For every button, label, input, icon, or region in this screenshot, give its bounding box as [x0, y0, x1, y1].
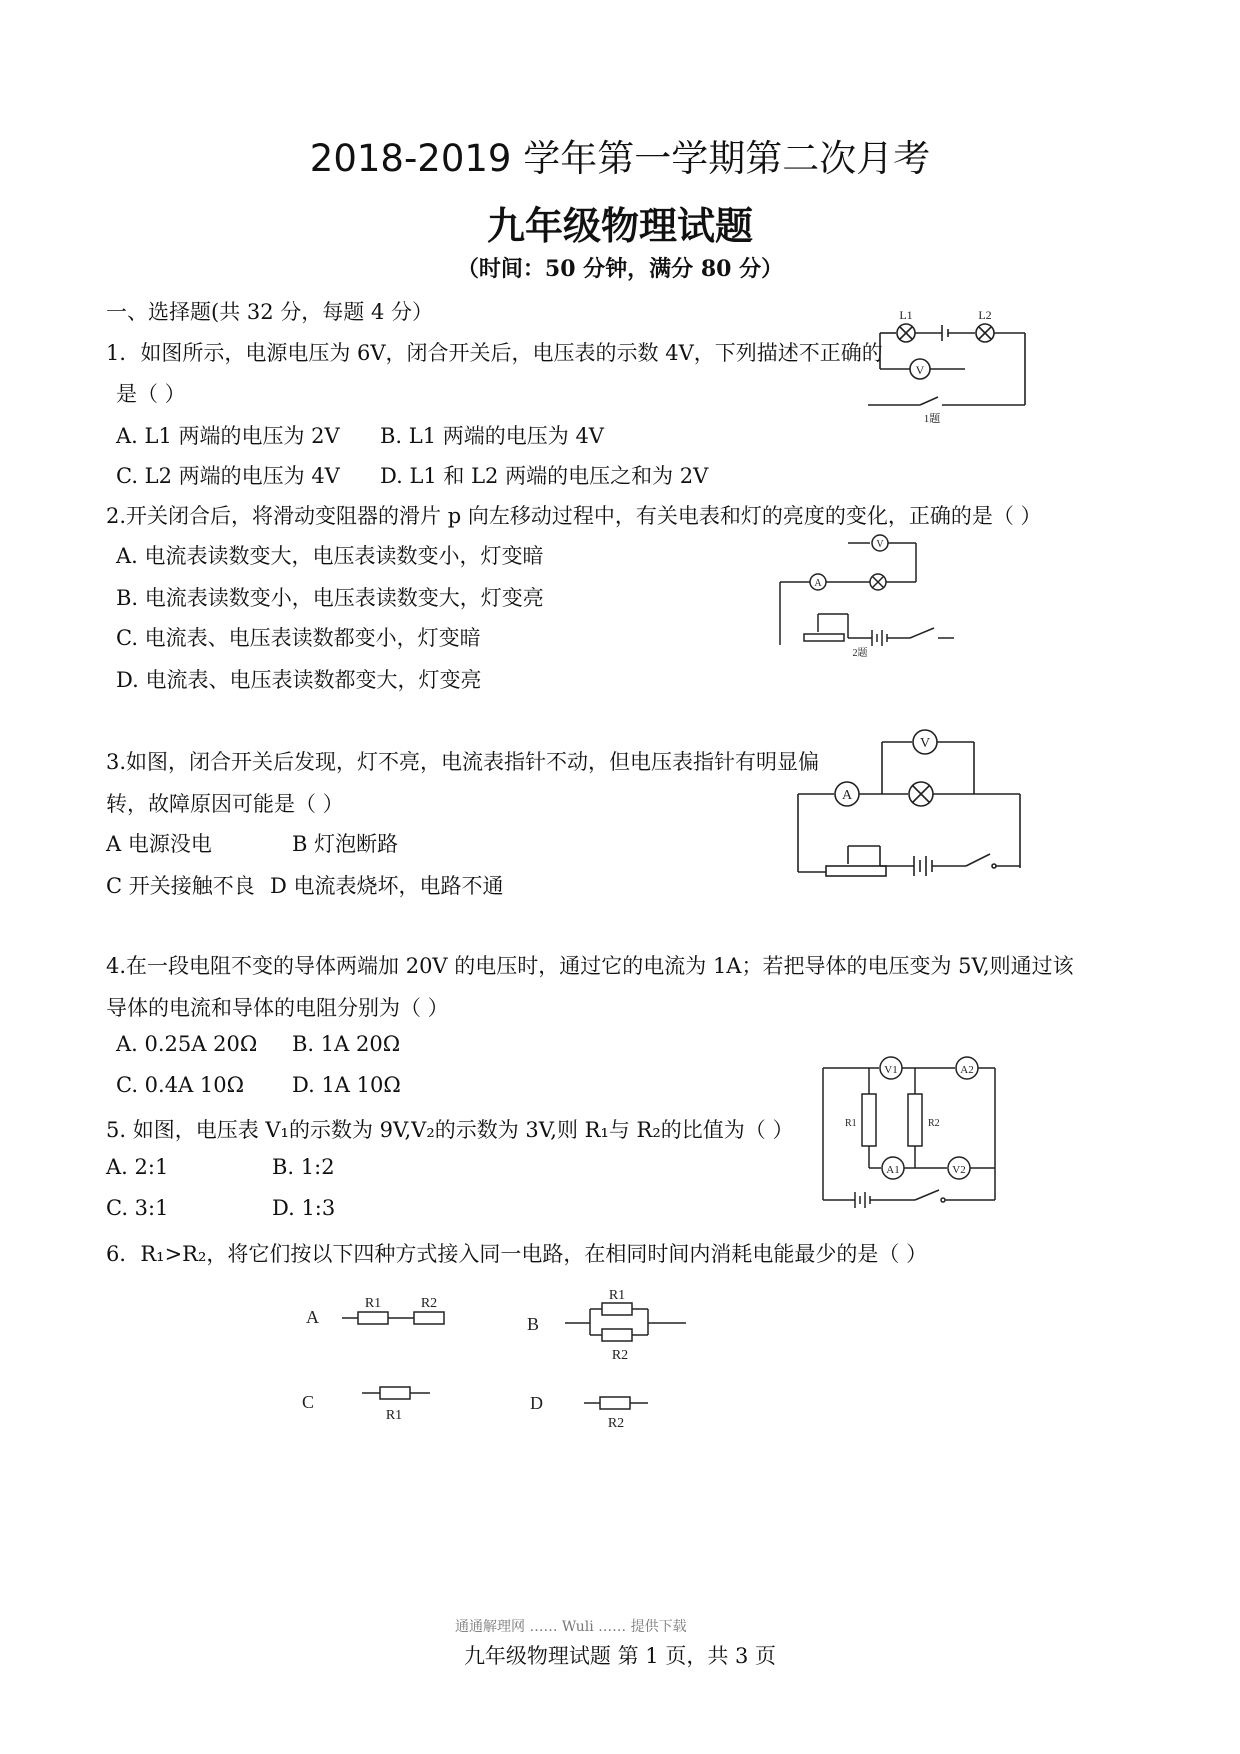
q2-caption: 2题 — [852, 648, 868, 659]
q6-label-b: B — [527, 1314, 540, 1334]
svg-text:V: V — [915, 363, 925, 377]
q1-label-l2: L2 — [978, 308, 992, 322]
q4-option-a: A. 0.25A 20Ω — [116, 1032, 258, 1056]
q5-label-a2: A2 — [960, 1064, 974, 1076]
q1-label-l1: L1 — [899, 308, 913, 322]
exam-info: （时间：50 分钟，满分 80 分） — [456, 256, 784, 282]
q1-option-d: D. L1 和 L2 两端的电压之和为 2V — [380, 464, 709, 488]
q1-stem-line2: 是（ ） — [116, 382, 186, 406]
q6-label-a: A — [306, 1307, 319, 1327]
q1-option-c: C. L2 两端的电压为 4V — [116, 464, 340, 488]
q5-label-a1: A1 — [886, 1164, 900, 1176]
q5-label-r2: R2 — [928, 1118, 940, 1129]
q3-stem-line2: 转，故障原因可能是（ ） — [106, 792, 344, 816]
q5-label-r1: R1 — [845, 1118, 857, 1129]
q3-option-c: C 开关接触不良 — [106, 874, 255, 898]
svg-text:V: V — [876, 539, 884, 550]
section-heading: 一、选择题(共 32 分，每题 4 分） — [106, 300, 433, 324]
q1-option-a: A. L1 两端的电压为 2V — [116, 424, 340, 448]
q6-label-c: C — [302, 1392, 315, 1412]
q6-label-d: D — [530, 1393, 543, 1413]
q1-caption: 1题 — [923, 413, 941, 425]
q5-option-c: C. 3:1 — [106, 1196, 169, 1220]
q6-c-r1-label: R1 — [385, 1408, 403, 1423]
q4-option-b: B. 1A 20Ω — [292, 1032, 401, 1056]
q1-option-b: B. L1 两端的电压为 4V — [380, 424, 604, 448]
q6-d-r2-label: R2 — [607, 1416, 625, 1431]
q5-label-v1: V1 — [884, 1064, 898, 1076]
q4-option-c: C. 0.4A 10Ω — [116, 1073, 245, 1097]
q2-option-d: D. 电流表、电压表读数都变大，灯变亮 — [116, 668, 482, 692]
q6-b-r2-label: R2 — [611, 1348, 629, 1363]
q3-option-d: D 电流表烧坏，电路不通 — [270, 874, 504, 898]
q6-options-diagram — [290, 1285, 720, 1445]
q4-stem-line2: 导体的电流和导体的电阻分别为（ ） — [106, 996, 449, 1020]
q3-circuit-diagram — [790, 728, 1030, 883]
q5-option-b: B. 1:2 — [272, 1155, 335, 1179]
q5-label-v2: V2 — [952, 1164, 966, 1176]
q6-b-r1-label: R1 — [608, 1288, 626, 1303]
exam-subtitle: 九年级物理试题 — [486, 204, 753, 248]
svg-text:A: A — [841, 788, 853, 803]
q5-option-a: A. 2:1 — [106, 1155, 169, 1179]
q5-stem: 5. 如图，电压表 V₁的示数为 9V,V₂的示数为 3V,则 R₁与 R₂的比值为（ ） — [106, 1118, 794, 1142]
q3-option-a: A 电源没电 — [106, 832, 212, 856]
q2-circuit-diagram — [770, 530, 970, 660]
q1-circuit-diagram — [860, 305, 1040, 430]
q2-stem: 2.开关闭合后，将滑动变阻器的滑片 p 向左移动过程中，有关电表和灯的亮度的变化，正确的是（ ） — [106, 504, 1042, 528]
q2-option-c: C. 电流表、电压表读数都变小，灯变暗 — [116, 626, 481, 650]
q6-stem: 6．R₁>R₂，将它们按以下四种方式接入同一电路，在相同时间内消耗电能最少的是（ ） — [106, 1242, 928, 1266]
page-footer: 九年级物理试题 第 1 页，共 3 页 — [463, 1644, 777, 1668]
q4-stem-line1: 4.在一段电阻不变的导体两端加 20V 的电压时，通过它的电流为 1A；若把导体的电压变为 5V,则通过该 — [106, 954, 1074, 978]
q1-stem-line1: 1．如图所示，电源电压为 6V，闭合开关后，电压表的示数 4V，下列描述不正确的 — [106, 341, 883, 365]
q2-option-b: B. 电流表读数变小，电压表读数变大，灯变亮 — [116, 586, 544, 610]
q6-a-r2-label: R2 — [420, 1296, 438, 1311]
faint-watermark-line: 通通解理网 …… Wuli …… 提供下载 — [455, 1619, 687, 1635]
q5-option-d: D. 1:3 — [272, 1196, 336, 1220]
q5-circuit-diagram — [815, 1050, 1005, 1220]
q4-option-d: D. 1A 10Ω — [292, 1073, 401, 1097]
svg-text:V: V — [919, 736, 931, 751]
q3-option-b: B 灯泡断路 — [292, 832, 399, 856]
q2-option-a: A. 电流表读数变大，电压表读数变小，灯变暗 — [116, 544, 544, 568]
q6-a-r1-label: R1 — [364, 1296, 382, 1311]
svg-text:A: A — [814, 578, 822, 589]
q3-stem-line1: 3.如图，闭合开关后发现，灯不亮，电流表指针不动，但电压表指针有明显偏 — [106, 750, 820, 774]
exam-title: 2018-2019 学年第一学期第二次月考 — [309, 137, 931, 180]
